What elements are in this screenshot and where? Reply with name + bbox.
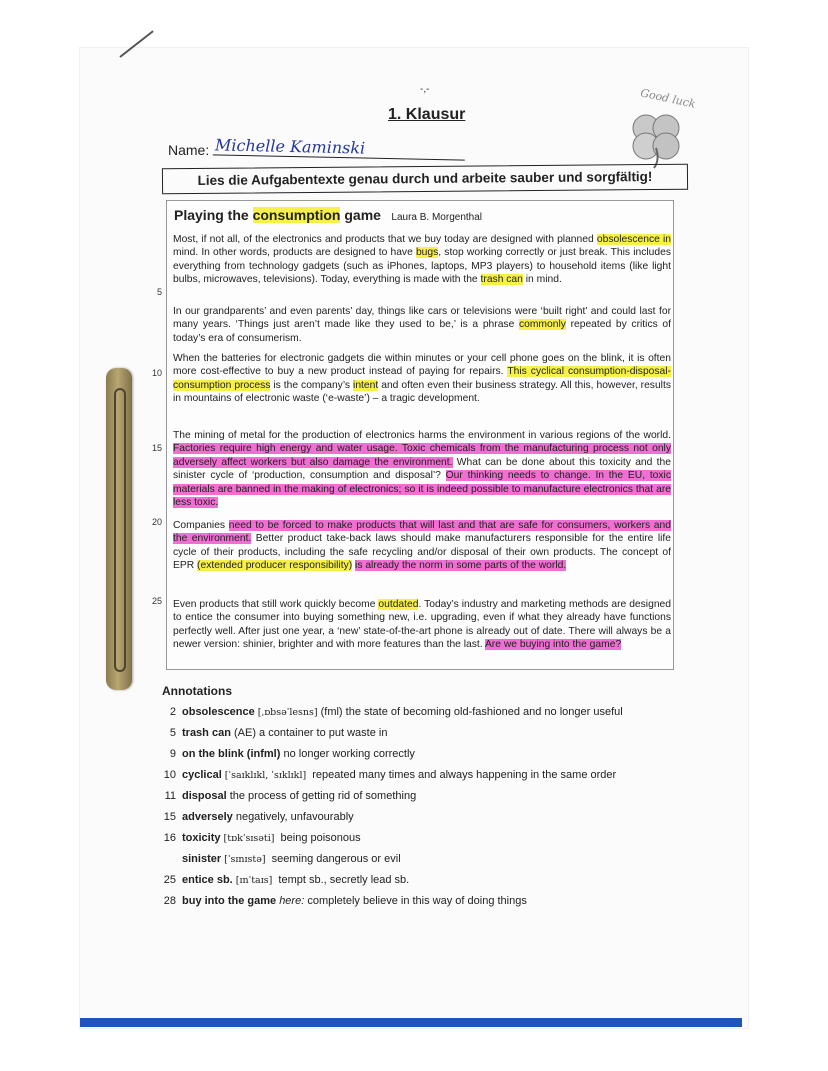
annotation-definition: being poisonous	[280, 832, 361, 844]
annotation-definition: a container to put waste in	[259, 727, 388, 739]
highlight-yellow: intent	[353, 379, 379, 391]
line-number: 5	[156, 287, 162, 297]
text-run: Even products that still work quickly become	[173, 599, 379, 610]
annotation-item	[162, 874, 409, 886]
annotation-item	[162, 706, 623, 718]
annotation-note: here:	[279, 895, 305, 907]
article-title-part: Playing the	[174, 207, 253, 223]
paragraph-2	[173, 305, 671, 345]
annotation-definition: repeated many times and always happening in the same order	[312, 769, 617, 781]
highlight-yellow: bugs	[415, 247, 439, 259]
annotation-term: disposal	[182, 790, 227, 802]
highlight-yellow: (extended producer responsibility)	[197, 560, 353, 572]
text-run: in mind.	[522, 274, 562, 286]
highlight-yellow: trash can	[480, 274, 523, 286]
text-run: is the company’s	[270, 379, 354, 391]
page-title: 1. Klausur	[388, 106, 466, 123]
text-run: In our grandparents’ and even parents’ day, things like cars or televisions were ‘built right’ and could last for many years. ‘Things just aren’t made like they used to be,’ is a phrase	[173, 306, 671, 331]
paragraph-5	[173, 519, 671, 573]
annotation-line: 28	[163, 895, 176, 907]
annotation-definition: tempt sb., secretly lead sb.	[278, 874, 410, 886]
annotation-term: trash can	[182, 727, 231, 739]
line-number: 10	[151, 368, 162, 378]
annotation-term: sinister	[182, 853, 222, 865]
annotation-phonetic: [ˌɒbsəˈlesns]	[257, 707, 318, 718]
annotation-term: obsolescence	[182, 706, 255, 718]
highlight-yellow: This cyclical consumption-disposal-consumption process	[173, 366, 671, 391]
name-label: Name:	[168, 142, 210, 158]
paragraph-6	[173, 598, 671, 652]
annotation-term: cyclical	[182, 769, 222, 781]
annotation-definition: the process of getting rid of something	[229, 790, 417, 802]
name-row	[168, 135, 465, 158]
annotation-register: (AE)	[233, 727, 256, 739]
annotation-definition: the state of becoming old-fashioned and no longer useful	[345, 706, 623, 718]
annotation-definition: no longer working correctly	[283, 748, 415, 760]
article-heading	[174, 207, 482, 225]
highlight-pink: is already the norm in some parts of the world.	[355, 560, 567, 572]
annotation-item	[162, 832, 361, 844]
annotation-line: 2	[169, 706, 176, 718]
annotation-term: buy into the game	[182, 895, 277, 907]
annotation-register: (fml)	[320, 706, 343, 718]
annotation-term: adversely	[182, 811, 233, 823]
annotation-phonetic: [tɒkˈsɪsəti]	[223, 833, 275, 844]
annotation-item	[162, 811, 354, 823]
text-run: . Today’s industry and marketing methods are designed to entice the consumer into buying something new, i.e. upgrading, even if what they already have functions perfectly well. After just one year, a ‘new’ state-of-the-art phone is already out of date. There will always be a newer version: shinier, brighter and with more features than the last.	[173, 599, 671, 651]
paragraph-1	[173, 233, 671, 287]
annotation-phonetic: [ɪnˈtaɪs]	[235, 875, 273, 886]
text-run: The mining of metal for the production of electronics harms the environment in various regions of the world.	[173, 430, 671, 441]
text-run: , stop working correctly or just break. This includes everything from technology gadgets (such as iPhones, laptops, MP3 players) to household items (like light bulbs, microwaves, televisions). Today, everything is made with the	[173, 247, 671, 286]
annotation-line: 9	[169, 748, 176, 760]
highlight-pink: Factories require high energy and water usage. Toxic chemicals from the manufacturing process not only adversely affect workers but also damage the environment.	[173, 443, 671, 468]
text-run: Better product take-back laws should make manufacturers responsible for the entire life cycle of their products, including the safe recycling and/or disposal of their own products. The concept of EPR	[173, 533, 671, 572]
article-title-part: game	[340, 207, 381, 223]
annotation-line: 16	[163, 832, 176, 844]
annotation-term: toxicity	[182, 832, 221, 844]
highlight-yellow: outdated	[378, 599, 419, 610]
annotation-item	[162, 769, 616, 781]
article-box	[166, 200, 674, 670]
folder-edge	[80, 1018, 742, 1027]
text-run: Companies	[173, 520, 229, 531]
annotation-phonetic: [ˈsɪnɪstə]	[224, 854, 266, 865]
highlight-pink: Our thinking needs to change. In the EU, toxic materials are banned in the making of electronics; so it is indeed possible to manufacture electronics that are less toxic.	[173, 470, 671, 509]
annotation-item	[162, 853, 401, 865]
annotation-line: 11	[164, 790, 176, 802]
highlight-pink: need to be forced to make products that will last and that are safe for consumers, workers and the environment.	[173, 520, 671, 545]
text-run: and often even their business strategy. All this, however, results in mountains of electronic waste (‘e-waste’) – a tragic development.	[173, 379, 671, 405]
annotation-definition: seeming dangerous or evil	[271, 853, 401, 865]
student-name: Michelle Kaminski	[213, 135, 466, 160]
annotation-line: 25	[163, 874, 176, 886]
paragraph-3	[173, 352, 671, 406]
clover-sticker-icon	[624, 108, 688, 170]
binder-clip	[106, 368, 132, 690]
annotation-line: 5	[169, 727, 176, 739]
annotation-register: (infml)	[246, 748, 281, 760]
highlight-yellow: obsolescence in	[596, 234, 672, 245]
annotation-item	[162, 790, 416, 802]
annotation-line: 10	[163, 769, 176, 781]
annotation-definition: completely believe in this way of doing things	[307, 895, 527, 907]
line-number: 20	[151, 517, 162, 527]
annotation-line: 15	[163, 811, 176, 823]
highlight-yellow: commonly	[518, 319, 566, 331]
annotation-item	[162, 727, 387, 739]
annotation-term: entice sb.	[182, 874, 233, 886]
annotation-phonetic: [ˈsaɪklɪkl, ˈsɪklɪkl]	[224, 770, 307, 781]
text-run: mind. In other words, products are designed to have	[173, 247, 416, 259]
highlight-pink: Are we buying into the game?	[484, 639, 622, 651]
line-number: 15	[151, 443, 162, 453]
article-title	[174, 207, 381, 223]
text-run: Most, if not all, of the electronics and products that we buy today are designed with planned	[173, 234, 597, 245]
highlight-yellow: consumption	[252, 207, 341, 223]
page-mark: -,-	[420, 84, 430, 95]
annotation-term: on the blink	[182, 748, 244, 760]
annotations-title: Annotations	[162, 684, 232, 698]
article-author: Laura B. Morgenthal	[391, 212, 483, 223]
text-run: What can be done about this toxicity and the sinister cycle of ‘production, consumption and disposal’?	[173, 456, 671, 482]
annotation-item	[162, 748, 415, 760]
text-run: When the batteries for electronic gadgets die within minutes or your cell phone goes on the blink, it is often more cost-effective to buy a new product instead of paying for repairs.	[173, 353, 671, 378]
good-luck-note: Good luck	[639, 86, 697, 111]
line-number: 25	[151, 596, 162, 606]
paragraph-4	[173, 429, 671, 509]
instruction-box: Lies die Aufgabentexte genau durch und arbeite sauber und sorgfältig!	[162, 164, 688, 195]
annotation-definition: negatively, unfavourably	[235, 811, 354, 823]
binder-clip-inner	[114, 388, 126, 672]
annotation-item	[162, 895, 527, 907]
annotations	[162, 684, 682, 907]
text-run: repeated by critics of today’s era of consumerism.	[173, 319, 671, 344]
